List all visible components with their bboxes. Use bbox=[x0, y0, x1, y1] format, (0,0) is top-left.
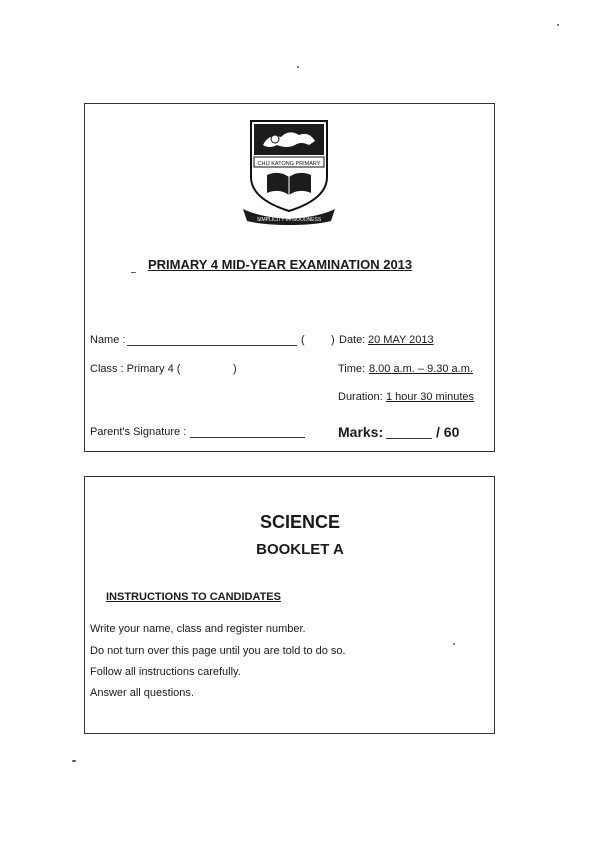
school-crest-icon bbox=[239, 115, 339, 225]
instructions-heading: INSTRUCTIONS TO CANDIDATES bbox=[106, 591, 281, 603]
marks-field-line[interactable] bbox=[386, 438, 432, 439]
booklet-title: BOOKLET A bbox=[256, 541, 344, 558]
date-value: 20 MAY 2013 bbox=[368, 334, 434, 346]
name-register-paren-close: ) bbox=[331, 334, 335, 346]
scan-speck bbox=[72, 760, 76, 762]
scan-speck bbox=[557, 24, 559, 26]
subject-title: SCIENCE bbox=[259, 512, 340, 532]
name-label: Name : bbox=[90, 334, 126, 346]
instruction-item: Answer all questions. bbox=[90, 687, 194, 699]
parent-signature-line[interactable] bbox=[190, 437, 305, 438]
time-label: Time: bbox=[338, 363, 366, 375]
instruction-item: Follow all instructions carefully. bbox=[90, 666, 241, 678]
name-register-paren-open: ( bbox=[301, 334, 305, 346]
instruction-item: Write your name, class and register number. bbox=[90, 623, 306, 635]
crest-banner-text: SIMPLICITY IN GOODNESS bbox=[256, 217, 322, 223]
time-value: 8.00 a.m. – 9.30 a.m. bbox=[369, 363, 473, 375]
exam-title: PRIMARY 4 MID-YEAR EXAMINATION 2013 bbox=[148, 257, 413, 272]
marks-total: / 60 bbox=[436, 424, 460, 440]
name-field-line[interactable] bbox=[127, 345, 297, 346]
duration-label: Duration: bbox=[338, 391, 383, 403]
marks-label: Marks: bbox=[338, 424, 384, 440]
parent-signature-label: Parent's Signature : bbox=[90, 426, 187, 438]
crest-motto-text: CHIJ KATONG PRIMARY bbox=[257, 161, 321, 167]
class-label: Class : Primary 4 ( bbox=[90, 363, 181, 375]
duration-value: 1 hour 30 minutes bbox=[386, 391, 475, 403]
scan-speck bbox=[297, 66, 299, 68]
instruction-item: Do not turn over this page until you are told to do so. bbox=[90, 645, 346, 657]
scan-speck bbox=[453, 643, 455, 645]
date-label: Date: bbox=[339, 334, 366, 346]
class-paren-close: ) bbox=[233, 363, 237, 375]
scan-speck bbox=[131, 272, 136, 273]
